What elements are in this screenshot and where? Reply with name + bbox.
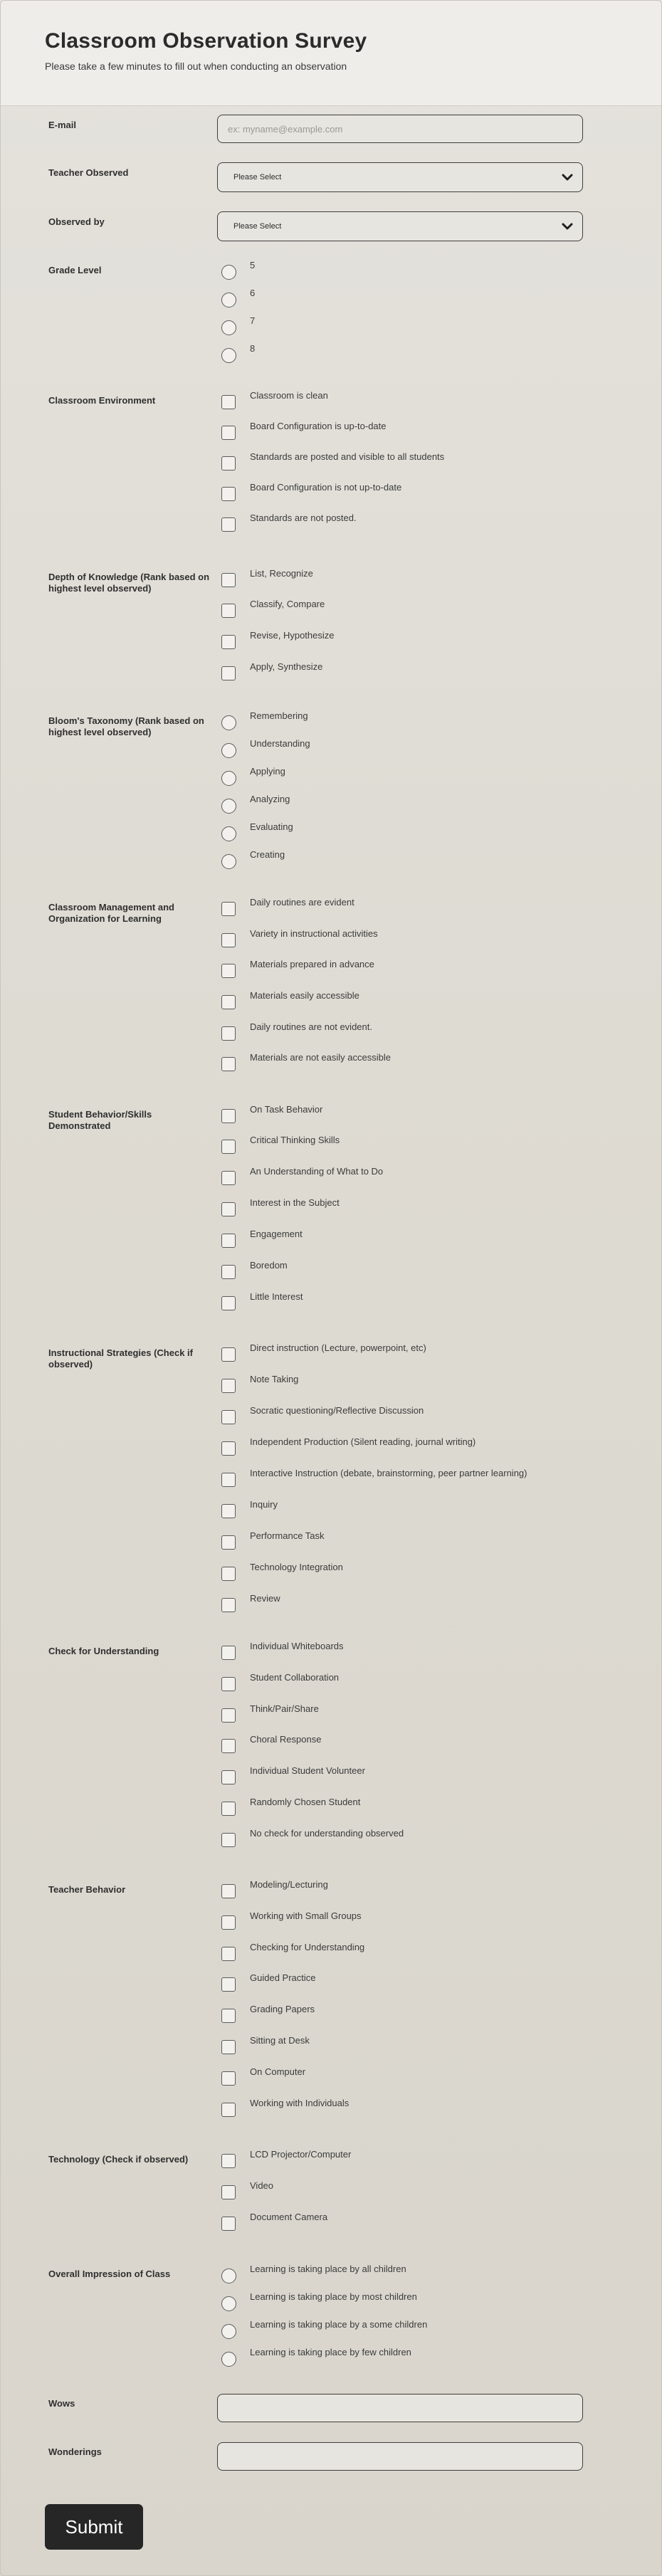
management-option[interactable] [221,961,648,977]
strategy-option-label: Socratic questioning/Reflective Discussion [250,1405,424,1416]
student-behavior-label: Student Behavior/Skills Demonstrated [48,1109,152,1131]
checkbox[interactable] [221,1770,236,1784]
checkbox[interactable] [221,1109,236,1123]
impression-option[interactable] [221,2266,648,2281]
checkbox[interactable] [221,1977,236,1992]
teacher-behavior-option-label: Working with Small Groups [250,1910,362,1921]
checkbox[interactable] [221,1504,236,1518]
strategy-option[interactable] [221,1501,648,1517]
cfu-option[interactable] [221,1643,648,1658]
student-behavior-option-label: Little Interest [250,1291,303,1302]
checkbox[interactable] [221,2217,236,2231]
teacher-observed-value: Please Select [233,173,282,182]
student-behavior-option[interactable] [221,1106,648,1122]
teacher-behavior-option[interactable] [221,1910,648,1928]
grade-option-label: 8 [250,343,256,354]
checkbox[interactable] [221,1802,236,1816]
radio-button[interactable] [221,771,236,786]
teacher-behavior-option-label: Checking for Understanding [250,1942,365,1952]
submit-button[interactable]: Submit [45,2504,143,2550]
environment-option-label: Standards are not posted. [250,512,357,523]
checkbox[interactable] [221,1379,236,1393]
student-behavior-option[interactable] [221,1137,648,1152]
strategy-option[interactable] [221,1470,648,1486]
teacher-behavior-option-label: Grading Papers [250,2004,315,2014]
observed-by-select[interactable] [217,211,583,241]
grade-option-label: 6 [250,288,256,298]
radio-button[interactable] [221,715,236,730]
student-behavior-option[interactable] [221,1262,648,1278]
cfu-option-label: Individual Whiteboards [250,1641,344,1651]
impression-option-label: Learning is taking place by few children [250,2347,411,2357]
checkbox[interactable] [221,1708,236,1723]
management-option-label: Materials easily accessible [250,990,359,1001]
grade-option-label: 7 [250,315,256,326]
student-behavior-option[interactable] [221,1168,648,1184]
technology-option[interactable] [221,2214,648,2229]
strategy-option-label: Independent Production (Silent reading, journal writing) [250,1436,476,1447]
blooms-option-label: Remembering [250,710,308,721]
blooms-option[interactable] [221,821,648,839]
teacher-behavior-option[interactable] [221,1881,648,1897]
cfu-option[interactable] [221,1736,648,1752]
form-header [1,1,661,106]
grade-option-label: 5 [250,260,256,270]
email-field[interactable] [217,115,583,143]
dok-option-label: Apply, Synthesize [250,661,323,672]
checkbox[interactable] [221,1567,236,1581]
checkbox[interactable] [221,487,236,501]
cfu-option-label: Student Collaboration [250,1672,340,1683]
technology-option-label: Video [250,2180,274,2191]
management-option-label: Materials are not easily accessible [250,1052,391,1063]
radio-button[interactable] [221,320,236,335]
management-option[interactable] [221,1054,648,1070]
blooms-option[interactable] [221,796,648,811]
student-behavior-option[interactable] [221,1199,648,1215]
cfu-option-label: No check for understanding observed [250,1828,404,1839]
student-behavior-option-label: An Understanding of What to Do [250,1166,384,1177]
strategy-option-label: Inquiry [250,1499,278,1510]
observed-by-label: Observed by [48,216,105,227]
checkbox[interactable] [221,1296,236,1310]
environment-option-label: Classroom is clean [250,390,328,401]
technology-label: Technology (Check if observed) [48,2154,189,2165]
blooms-taxonomy-label: Bloom's Taxonomy (Rank based on highest level observed) [48,715,204,737]
blooms-option[interactable] [221,768,648,784]
strategy-option-label: Technology Integration [250,1562,343,1572]
checkbox[interactable] [221,1265,236,1279]
student-behavior-option-label: Critical Thinking Skills [250,1135,340,1145]
depth-of-knowledge-label: Depth of Knowledge (Rank based on highest level observed) [48,572,210,594]
dok-option[interactable] [221,632,648,648]
grade-level-label: Grade Level [48,265,102,275]
checkbox[interactable] [221,1171,236,1185]
teacher-behavior-option[interactable] [221,2037,648,2053]
student-behavior-option-label: Engagement [250,1229,303,1239]
strategy-option[interactable] [221,1564,648,1579]
teacher-behavior-option[interactable] [221,1944,648,1960]
checkbox[interactable] [221,2009,236,2023]
environment-option-label: Board Configuration is up-to-date [250,421,387,431]
strategy-option[interactable] [221,1376,648,1392]
strategy-option-label: Performance Task [250,1530,325,1541]
chevron-down-icon [561,220,574,233]
radio-button[interactable] [221,826,236,841]
strategy-option[interactable] [221,1595,648,1611]
student-behavior-option[interactable] [221,1293,648,1309]
dok-option[interactable] [221,570,648,586]
student-behavior-option[interactable] [221,1231,648,1246]
wows-label: Wows [48,2398,75,2409]
dok-option-label: Classify, Compare [250,599,325,609]
observed-by-value: Please Select [233,222,282,231]
cfu-option[interactable] [221,1830,648,1846]
check-for-understanding-label: Check for Understanding [48,1646,159,1656]
wows-field[interactable] [217,2394,583,2422]
teacher-behavior-label: Teacher Behavior [48,1884,126,1895]
dok-option[interactable] [221,663,648,679]
checkbox[interactable] [221,395,236,409]
radio-button[interactable] [221,743,236,758]
blooms-option[interactable] [221,710,648,728]
technology-option-label: LCD Projector/Computer [250,2149,352,2160]
form-title: Classroom Observation Survey [45,29,367,53]
checkbox[interactable] [221,1473,236,1487]
checkbox[interactable] [221,1739,236,1753]
grade-option[interactable] [221,317,648,333]
impression-option-label: Learning is taking place by all children [250,2264,406,2274]
technology-option-label: Document Camera [250,2212,328,2222]
environment-option[interactable] [221,512,648,530]
student-behavior-option-label: On Task Behavior [250,1104,323,1115]
strategy-option-label: Direct instruction (Lecture, powerpoint, etc) [250,1342,426,1353]
radio-button[interactable] [221,2296,236,2311]
cfu-option-label: Choral Response [250,1734,322,1745]
management-option-label: Daily routines are evident [250,897,354,908]
blooms-option[interactable] [221,740,648,756]
strategy-option[interactable] [221,1407,648,1423]
technology-option[interactable] [221,2182,648,2198]
impression-option[interactable] [221,2293,648,2309]
management-option[interactable] [221,930,648,946]
classroom-environment-label: Classroom Environment [48,395,156,406]
checkbox[interactable] [221,2071,236,2086]
impression-option-label: Learning is taking place by a some children [250,2319,428,2330]
impression-option-label: Learning is taking place by most children [250,2291,417,2302]
cfu-option-label: Randomly Chosen Student [250,1797,361,1807]
technology-option[interactable] [221,2151,648,2167]
blooms-option-label: Applying [250,766,285,777]
checkbox[interactable] [221,1535,236,1550]
dok-option-label: List, Recognize [250,568,313,579]
environment-option-label: Board Configuration is not up-to-date [250,482,402,493]
checkbox[interactable] [221,517,236,532]
checkbox[interactable] [221,1026,236,1041]
strategy-option-label: Interactive Instruction (debate, brainstorming, peer partner learning) [250,1468,527,1478]
classroom-management-label: Classroom Management and Organization for Learning [48,902,174,924]
management-option-label: Daily routines are not evident. [250,1021,372,1032]
teacher-behavior-option[interactable] [221,2006,648,2022]
checkbox[interactable] [221,1677,236,1691]
environment-option[interactable] [221,484,648,500]
radio-button[interactable] [221,265,236,280]
checkbox[interactable] [221,1598,236,1612]
checkbox[interactable] [221,995,236,1009]
checkbox[interactable] [221,426,236,440]
checkbox[interactable] [221,1915,236,1930]
checkbox[interactable] [221,666,236,680]
chevron-down-icon [561,171,574,184]
strategy-option[interactable] [221,1342,648,1360]
dok-option[interactable] [221,601,648,616]
blooms-option-label: Understanding [250,738,310,749]
student-behavior-option-label: Interest in the Subject [250,1197,340,1208]
radio-button[interactable] [221,799,236,814]
teacher-behavior-option-label: Working with Individuals [250,2098,350,2108]
wonderings-field[interactable] [217,2442,583,2471]
management-option[interactable] [221,992,648,1008]
teacher-behavior-option[interactable] [221,1972,648,1990]
management-option[interactable] [221,899,648,915]
teacher-behavior-option-label: Guided Practice [250,1972,316,1983]
checkbox[interactable] [221,1202,236,1216]
blooms-option-label: Creating [250,849,285,860]
checkbox[interactable] [221,964,236,978]
checkbox[interactable] [221,2185,236,2199]
management-option-label: Variety in instructional activities [250,928,378,939]
checkbox[interactable] [221,1833,236,1847]
checkbox[interactable] [221,456,236,470]
cfu-option[interactable] [221,1799,648,1814]
checkbox[interactable] [221,2103,236,2117]
checkbox[interactable] [221,1057,236,1071]
checkbox[interactable] [221,1347,236,1362]
student-behavior-option-label: Boredom [250,1260,288,1271]
grade-option[interactable] [221,290,648,305]
cfu-option[interactable] [221,1767,648,1783]
management-option-label: Materials prepared in advance [250,959,374,969]
email-label: E-mail [48,120,77,130]
grade-option[interactable] [221,262,648,278]
grade-option[interactable] [221,345,648,361]
radio-button[interactable] [221,348,236,363]
radio-button[interactable] [221,293,236,307]
management-option[interactable] [221,1021,648,1039]
environment-option[interactable] [221,453,648,469]
overall-impression-label: Overall Impression of Class [48,2269,171,2279]
checkbox[interactable] [221,1646,236,1660]
checkbox[interactable] [221,1884,236,1898]
checkbox[interactable] [221,573,236,587]
checkbox[interactable] [221,635,236,649]
cfu-option-label: Think/Pair/Share [250,1703,319,1714]
teacher-behavior-option[interactable] [221,2100,648,2115]
impression-option[interactable] [221,2349,648,2365]
teacher-observed-select[interactable] [217,162,583,192]
teacher-behavior-option-label: On Computer [250,2066,306,2077]
blooms-option-label: Analyzing [250,794,290,804]
radio-button[interactable] [221,2269,236,2283]
checkbox[interactable] [221,1410,236,1424]
radio-button[interactable] [221,2324,236,2339]
teacher-behavior-option-label: Modeling/Lecturing [250,1879,328,1890]
instructional-strategies-label: Instructional Strategies (Check if observed) [48,1347,193,1370]
form-subtitle: Please take a few minutes to fill out when conducting an observation [45,61,347,72]
environment-option[interactable] [221,423,648,438]
strategy-option[interactable] [221,1436,648,1454]
checkbox[interactable] [221,604,236,618]
environment-option-label: Standards are posted and visible to all students [250,451,445,462]
checkbox[interactable] [221,1441,236,1456]
cfu-option[interactable] [221,1674,648,1690]
teacher-observed-label: Teacher Observed [48,167,129,178]
strategy-option-label: Note Taking [250,1374,299,1384]
cfu-option-label: Individual Student Volunteer [250,1765,365,1776]
checkbox[interactable] [221,1234,236,1248]
radio-button[interactable] [221,854,236,869]
teacher-behavior-option-label: Sitting at Desk [250,2035,310,2046]
dok-option-label: Revise, Hypothesize [250,630,335,641]
strategy-option[interactable] [221,1530,648,1548]
cfu-option[interactable] [221,1705,648,1721]
blooms-option[interactable] [221,851,648,867]
teacher-behavior-option[interactable] [221,2068,648,2084]
checkbox[interactable] [221,933,236,947]
blooms-option-label: Evaluating [250,821,293,832]
wonderings-label: Wonderings [48,2446,102,2457]
checkbox[interactable] [221,1947,236,1961]
radio-button[interactable] [221,2352,236,2367]
checkbox[interactable] [221,2040,236,2054]
strategy-option-label: Review [250,1593,280,1604]
environment-option[interactable] [221,392,648,408]
impression-option[interactable] [221,2321,648,2337]
checkbox[interactable] [221,902,236,916]
checkbox[interactable] [221,2154,236,2168]
checkbox[interactable] [221,1140,236,1154]
